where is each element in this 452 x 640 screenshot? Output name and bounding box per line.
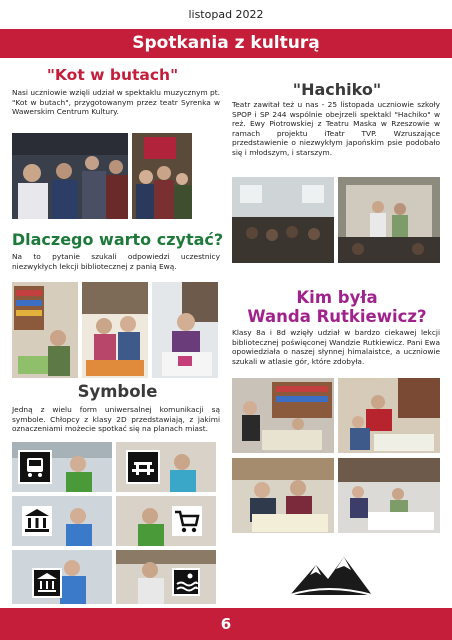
hachiko-hall-photo [232,177,334,263]
kot-text: Nasi uczniowie wzięli udział w spektaklu muzycznym pt. "Kot w butach", przygotowanym przez teatr Syrenka w Wawerskim Centrum Kultury. [12,88,220,117]
czytac-photo-1 [12,282,78,378]
czytac-photo-2 [82,282,148,378]
bank-sign-icon [22,506,52,536]
kim-title-line2: Wanda Rutkiewicz? [247,307,427,326]
czytac-text: Na to pytanie szukali odpowiedzi uczestnicy niezwykłych lekcji bibliotecznej z panią Ewą. [12,252,220,271]
kot-title: "Kot w butach" [46,66,179,84]
mountain-logo-icon [288,553,374,599]
page-number: 6 [220,615,232,633]
bus-sign-icon [18,450,52,484]
kot-group-photo [132,133,192,219]
footer-bar [0,608,452,640]
symbole-photo-3 [12,496,112,546]
kim-title-line1: Kim była [296,288,378,307]
kim-photo-1 [232,378,334,453]
symbole-photo-6 [116,550,216,604]
issue-date: listopad 2022 [188,8,264,21]
kim-title [232,288,442,326]
hachiko-stage-photo [338,177,440,263]
symbole-photo-2 [116,442,216,492]
kim-text: Klasy 8a i 8d wzięły udział w bardzo ciekawej lekcji bibliotecznej poświęconej Wandzie Rutkiewicz. Pani Ewa opowiedziała o naszej słynnej himalaistce, a uczniowie szukali w atlasie gór, które zdobyła. [232,328,440,366]
symbole-text: Jedną z wielu form uniwersalnej komunikacji są symbole. Chłopcy z klasy 2D przedstawiają, z jakimi oznaczeniami możecie spotkać się na planach miast. [12,405,220,434]
czytac-title: Dlaczego warto czytać? [11,230,224,249]
kot-audience-photo [12,133,128,219]
shopping-cart-icon [172,506,202,536]
czytac-photo-3 [152,282,218,378]
symbole-photo-1 [12,442,112,492]
picnic-sign-icon [126,450,160,484]
hachiko-text: Teatr zawitał też u nas - 25 listopada uczniowie szkoły SPOP i SP 244 wspólnie obejrzeli spektakl "Hachiko" w reż. Ewy Piotrowskiej z Teatru Maska w Rzeszowie w ramach projektu iTeatr TVP. Wzruszające przedstawienie o niezwykłym japońskim psie podobało się i młodszym, i starszym. [232,100,440,157]
symbole-photo-4 [116,496,216,546]
symbole-photo-5 [12,550,112,604]
hachiko-title: "Hachiko" [292,80,382,99]
banner-title: Spotkania z kulturą [132,33,320,53]
kim-photo-3 [232,458,334,533]
museum-sign-icon [32,568,62,598]
swimming-sign-icon [172,568,200,596]
kim-photo-4 [338,458,440,533]
kim-photo-2 [338,378,440,453]
symbole-title: Symbole [77,382,158,401]
header-banner [0,29,452,58]
